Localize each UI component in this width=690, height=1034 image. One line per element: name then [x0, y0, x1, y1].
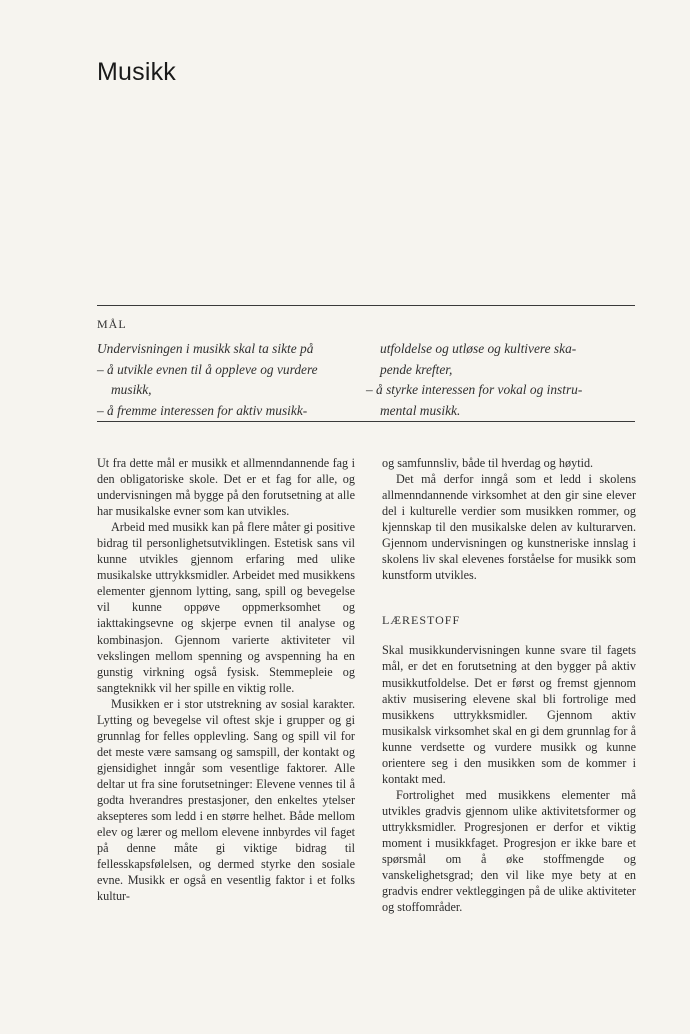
goal-item-3-cont: mental musikk. [380, 402, 461, 418]
goal-item-1: – å utvikle evnen til å oppleve og vurdere [97, 361, 318, 377]
goals-left-column [97, 339, 355, 421]
paragraph: Det må derfor inngå som et ledd i skolens allmenndannende virksomhet at den gir sine elever del i kulturelle verdier som musikken rommer, og kjennskap til den musikalske delen av kulturarven. Gjennom undervisningen og kunstneriske innslag i skolens liv skal elevenes forståelse for musikk som kunstform utvikles. [382, 472, 636, 583]
bottom-rule [97, 421, 635, 422]
mal-heading: MÅL [97, 317, 127, 331]
paragraph: Fortrolighet med musikkens elementer må utvikles gradvis gjennom ulike aktivitetsformer og uttrykksmidler. Progresjonen er derfor et viktig moment i musikkfaget. Progresjon er ikke bare et spørsmål om å øke stoffmengde og vanskelighetsgrad; den vil like mye bety at en gradvis endrer vektleggingen på de ulike aktiviteter og stoffområder. [382, 787, 636, 915]
goal-item-2: – å fremme interessen for aktiv musikk- [97, 402, 308, 418]
goal-item-2-end: pende krefter, [380, 361, 453, 377]
goal-item-3: – å styrke interessen for vokal og instru- [366, 382, 583, 397]
top-rule [97, 305, 635, 306]
paragraph: Musikken er i stor utstrekning av sosial karakter. Lytting og bevegelse vil oftest skje i grupper og gi grunnlag for felles opplevling. Sang og spill vil for det meste være samsang og samspill, der kontakt og gjensidighet inngår som vesentlige faktorer. Alle deltar ut fra sine forutsetninger: Elevene vennes til å godta hverandres prestasjoner, den enkeltes ytelser aksepteres som ledd i en større helhet. Både mellom elev og lærer og mellom elevene innbyrdes vil faget på denne måte gi viktige bidrag til fellesskapsfølelsen, og dermed styrke den sosiale evne. Musikk er også en vesentlig faktor i et folks kultur- [97, 696, 355, 904]
goal-item-1-cont: musikk, [111, 382, 152, 397]
paragraph: Ut fra dette mål er musikk et allmenndannende fag i den obligatoriske skole. Det er et fag for alle, og undervisningen må bygge på den forutsetning at alle har musikalske evner som kan utvikles. [97, 456, 355, 519]
paragraph: Skal musikkundervisningen kunne svare til fagets mål, er det en forutsetning at den bygger på aktiv musikkutfoldelse. Det er først og fremst gjennom aktiv musisering elevene skal bli fortrolige med musikkens uttrykksmidler. Gjennom aktiv musikalsk virksomhet skal en gi dem grunnlag for å kunne verdsette og vurdere musikk og kunne orientere seg i den musikken som de kommer i kontakt med. [382, 643, 636, 786]
body-left-column [97, 455, 355, 904]
body-right-column [382, 455, 636, 915]
page-title: Musikk [97, 58, 176, 86]
goals-right-column [366, 339, 636, 421]
goal-intro: Undervisningen i musikk skal ta sikte på [97, 341, 314, 356]
goal-item-2-cont: utfoldelse og utløse og kultivere ska- [380, 341, 577, 356]
paragraph: og samfunnsliv, både til hverdag og høytid. [382, 456, 594, 470]
paragraph: Arbeid med musikk kan på flere måter gi positive bidrag til personlighetsutviklingen. Estetisk sans vil kunne utvikles gjennom erfaring med ulike musikalske uttrykksmidler. Arbeidet med musikkens elementer gjennom lytting, sang, spill og bevegelse vil kunne oppøve oppmerksomhet og iakttakingsevne og skjerpe evnen til analyse og kombinasjon. Gjennom varierte aktiviteter vil vekslingen mellom spenning og avspenning ha en gunstig virkning også fysisk. Stemmepleie og sangteknikk vil her spille en viktig rolle. [97, 520, 355, 695]
laerestoff-heading: LÆRESTOFF [382, 613, 461, 628]
